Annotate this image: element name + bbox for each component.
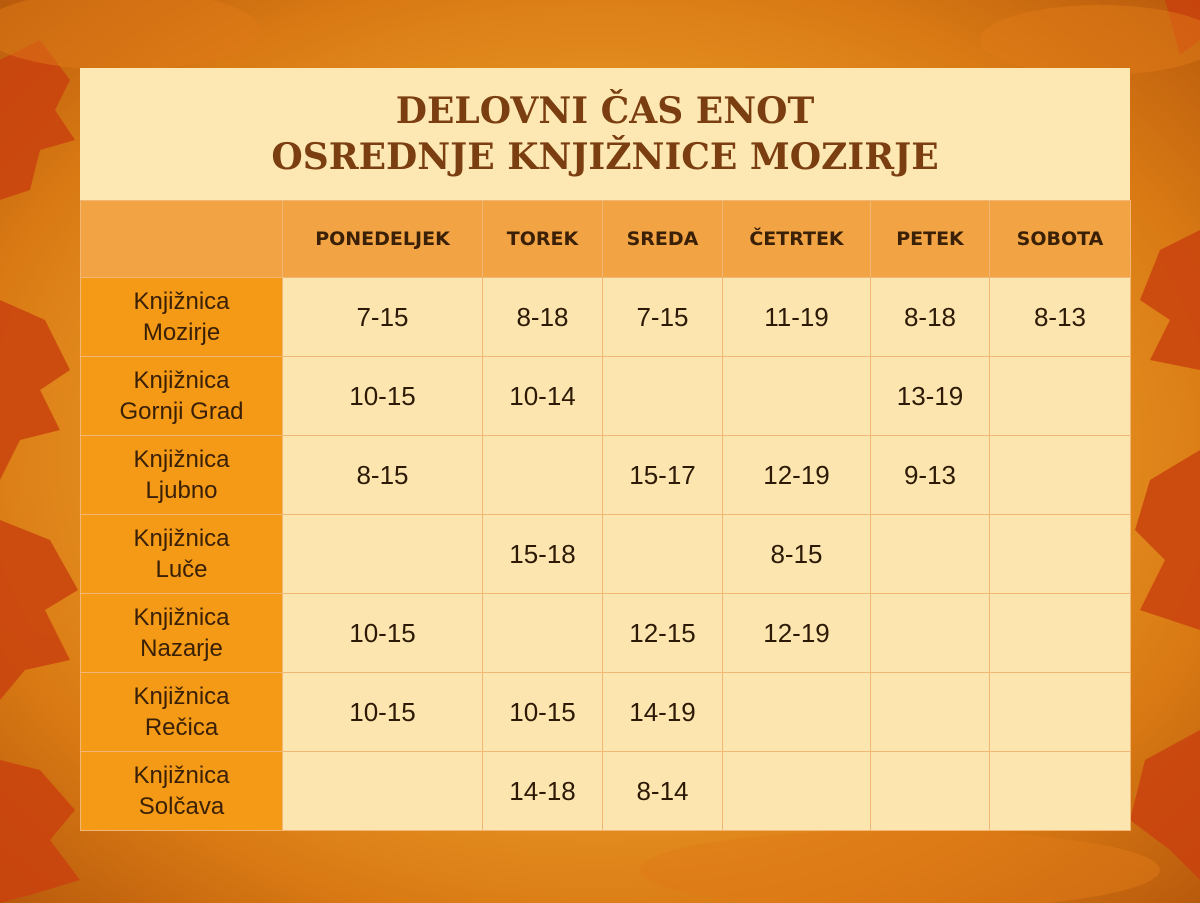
hours-cell: 12-19 xyxy=(723,594,871,673)
hours-cell xyxy=(723,673,871,752)
hours-cell xyxy=(283,515,483,594)
maple-leaf-icon xyxy=(1135,450,1200,630)
hours-cell: 14-19 xyxy=(603,673,723,752)
hours-cell: 8-15 xyxy=(283,436,483,515)
hours-cell xyxy=(990,436,1131,515)
hours-cell: 8-18 xyxy=(483,278,603,357)
hours-cell: 12-15 xyxy=(603,594,723,673)
hours-cell: 14-18 xyxy=(483,752,603,831)
table-row xyxy=(81,594,1131,673)
hours-cell: 15-18 xyxy=(483,515,603,594)
hours-cell: 10-15 xyxy=(283,594,483,673)
opening-hours-table xyxy=(80,200,1131,831)
hours-cell xyxy=(871,594,990,673)
library-name: Knjižnica Luče xyxy=(81,515,283,594)
hours-cell: 13-19 xyxy=(871,357,990,436)
hours-cell xyxy=(990,594,1131,673)
hours-cell: 10-15 xyxy=(283,673,483,752)
hours-cell xyxy=(990,752,1131,831)
header-day: ČETRTEK xyxy=(723,201,871,278)
table-row xyxy=(81,515,1131,594)
hours-cell xyxy=(603,357,723,436)
table-row xyxy=(81,436,1131,515)
hours-cell: 8-18 xyxy=(871,278,990,357)
hours-cell xyxy=(483,436,603,515)
hours-cell xyxy=(990,515,1131,594)
hours-cell: 10-15 xyxy=(283,357,483,436)
table-header-row xyxy=(81,201,1131,278)
header-day: TOREK xyxy=(483,201,603,278)
hours-cell xyxy=(723,752,871,831)
maple-leaf-icon xyxy=(0,760,80,903)
table-row xyxy=(81,673,1131,752)
hours-cell xyxy=(871,515,990,594)
library-name: Knjižnica Gornji Grad xyxy=(81,357,283,436)
table-row xyxy=(81,752,1131,831)
header-day: SOBOTA xyxy=(990,201,1131,278)
library-name: Knjižnica Solčava xyxy=(81,752,283,831)
hours-cell: 8-15 xyxy=(723,515,871,594)
hours-cell: 11-19 xyxy=(723,278,871,357)
page-title xyxy=(80,68,1130,200)
library-name: Knjižnica Mozirje xyxy=(81,278,283,357)
hours-cell: 8-14 xyxy=(603,752,723,831)
header-day: PETEK xyxy=(871,201,990,278)
maple-leaf-icon xyxy=(0,300,70,480)
hours-cell: 15-17 xyxy=(603,436,723,515)
hours-cell: 8-13 xyxy=(990,278,1131,357)
hours-cell: 7-15 xyxy=(283,278,483,357)
library-name: Knjižnica Ljubno xyxy=(81,436,283,515)
hours-cell xyxy=(871,673,990,752)
hours-cell xyxy=(990,673,1131,752)
header-corner-cell xyxy=(81,201,283,278)
hours-cell: 12-19 xyxy=(723,436,871,515)
hours-cell: 10-14 xyxy=(483,357,603,436)
hours-cell: 7-15 xyxy=(603,278,723,357)
library-name: Knjižnica Nazarje xyxy=(81,594,283,673)
hours-cell xyxy=(283,752,483,831)
header-day: SREDA xyxy=(603,201,723,278)
title-line-1: DELOVNI ČAS ENOT xyxy=(395,90,815,132)
hours-cell xyxy=(603,515,723,594)
header-day: PONEDELJEK xyxy=(283,201,483,278)
hours-cell: 10-15 xyxy=(483,673,603,752)
hours-cell xyxy=(871,752,990,831)
hours-cell xyxy=(483,594,603,673)
table-row xyxy=(81,278,1131,357)
title-line-2: OSREDNJE KNJIŽNICE MOZIRJE xyxy=(271,136,939,178)
hours-cell: 9-13 xyxy=(871,436,990,515)
hours-cell xyxy=(723,357,871,436)
table-row xyxy=(81,357,1131,436)
maple-leaf-icon xyxy=(0,520,78,700)
schedule-panel xyxy=(80,68,1130,830)
library-name: Knjižnica Rečica xyxy=(81,673,283,752)
hours-cell xyxy=(990,357,1131,436)
maple-leaf-icon xyxy=(1140,230,1200,370)
